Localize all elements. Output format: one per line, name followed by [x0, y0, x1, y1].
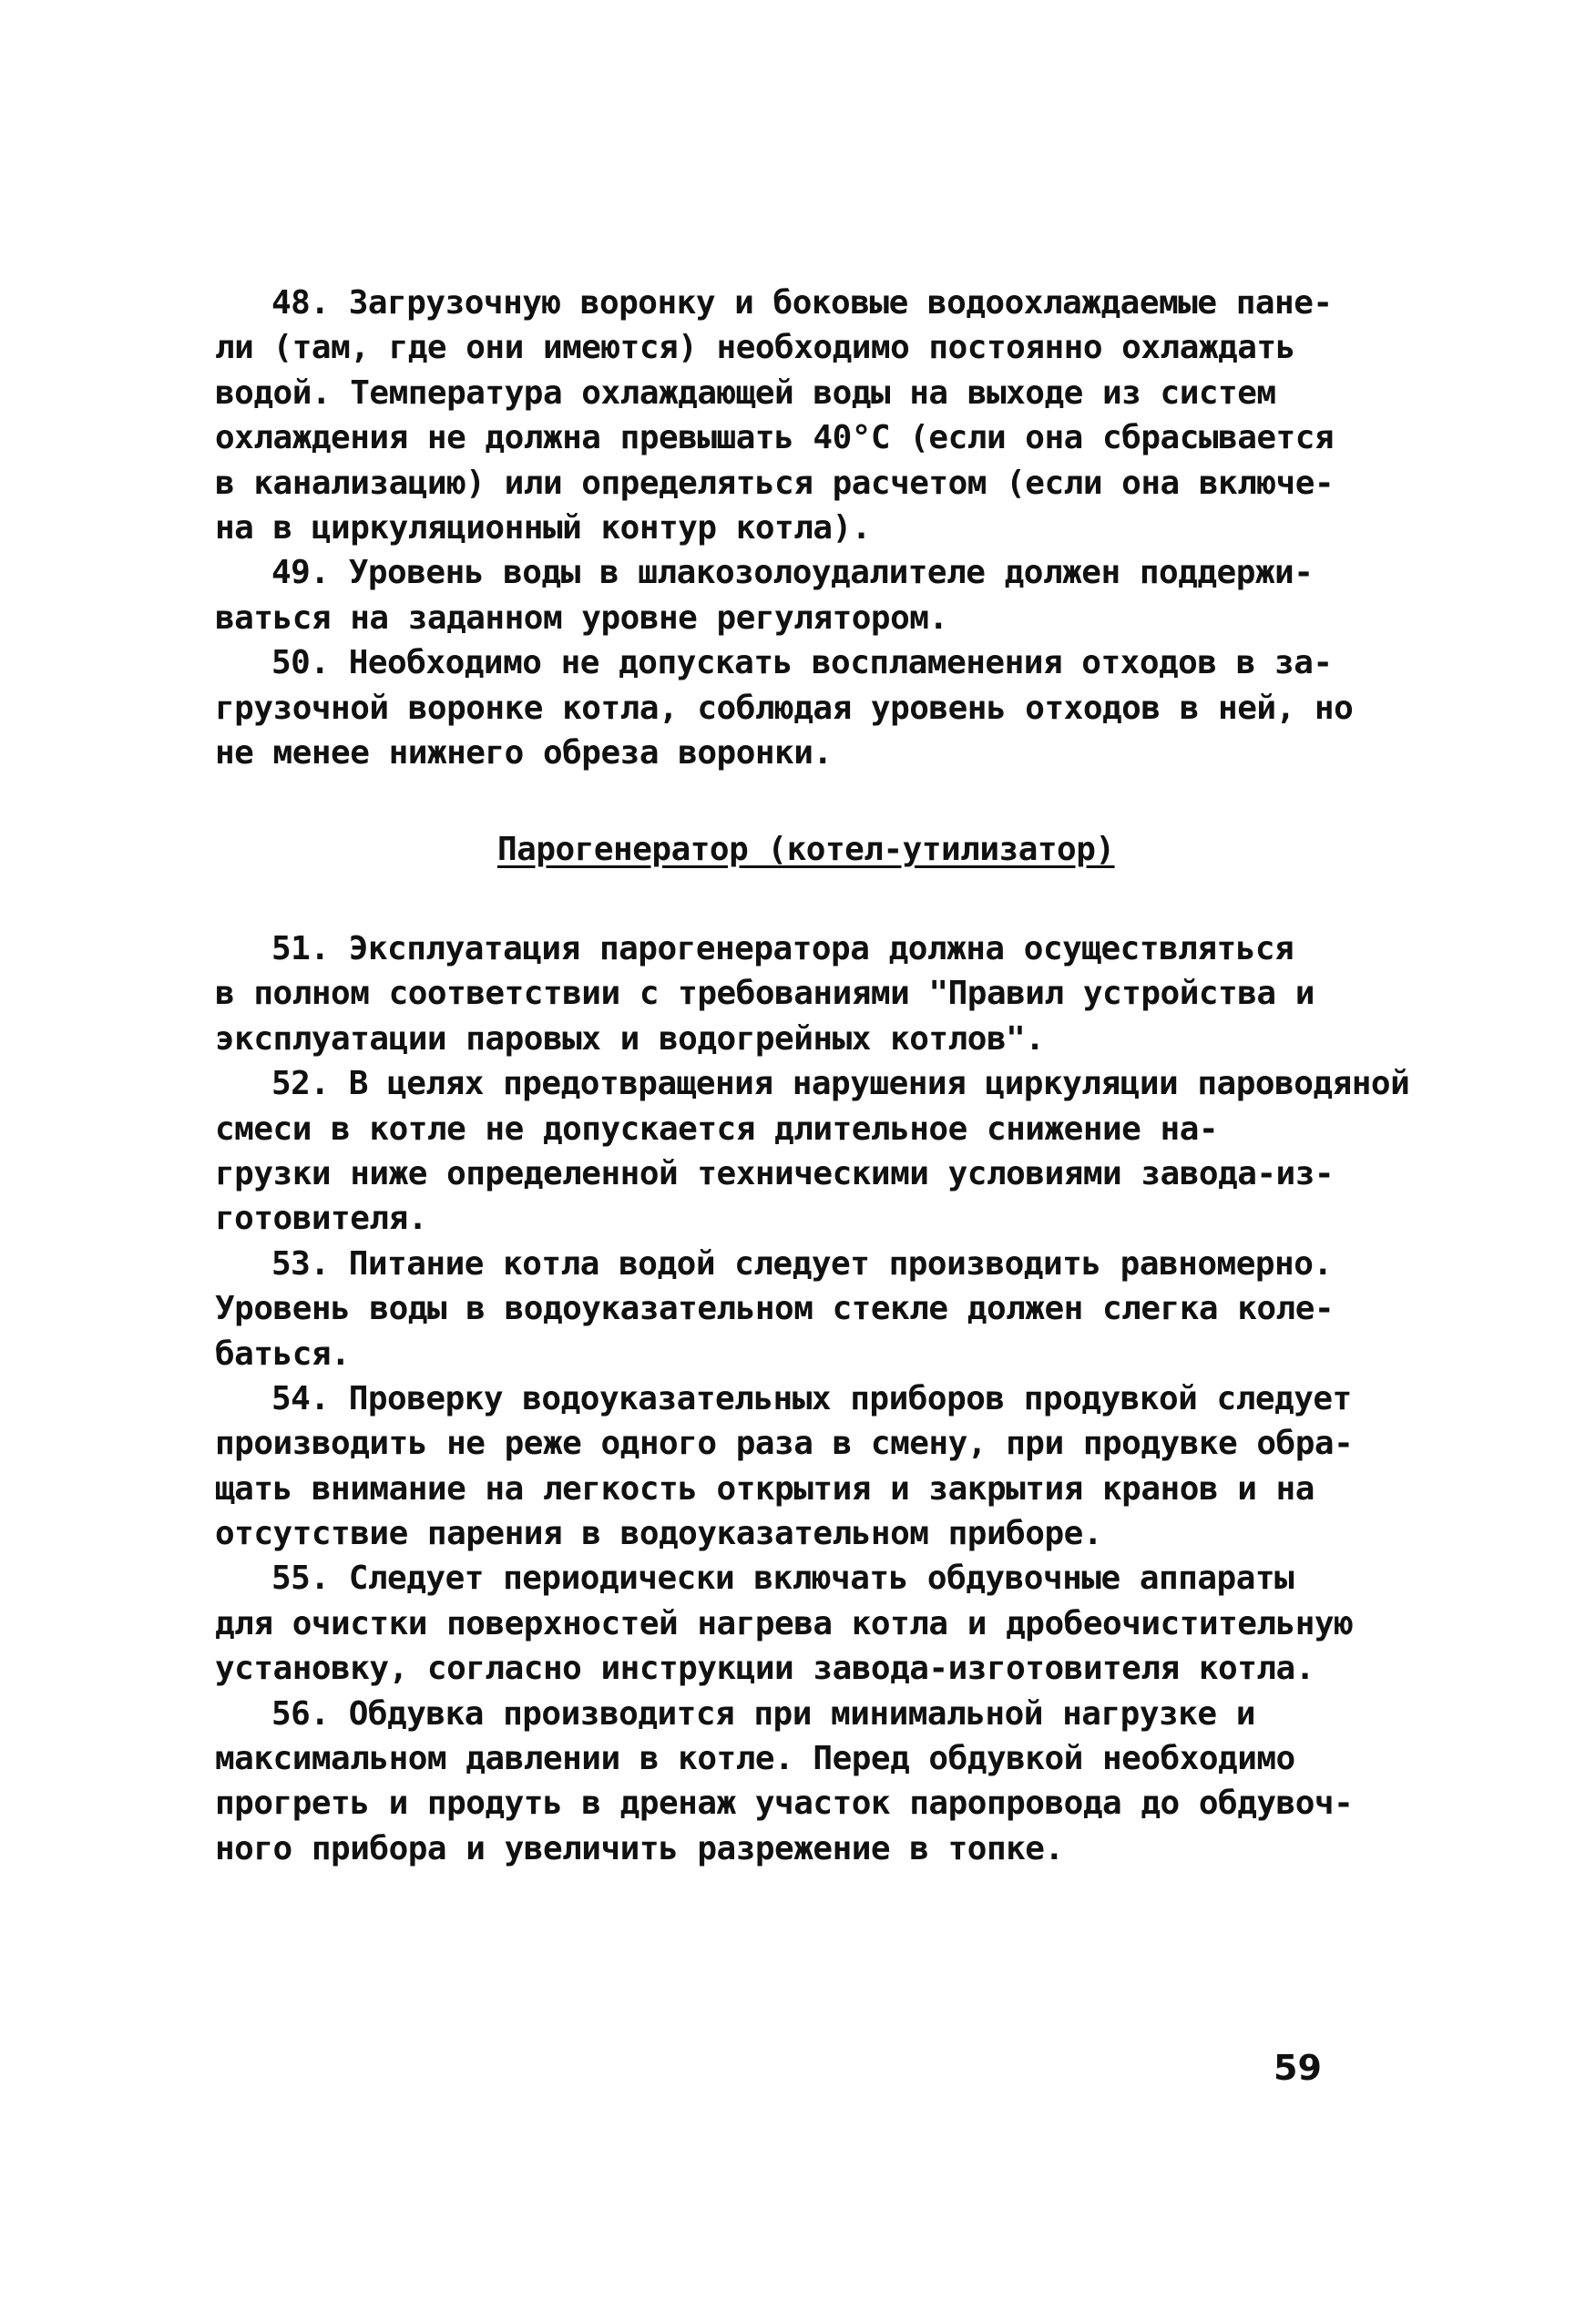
- paragraph-50-line-2: грузочной воронке котла, соблюдая уровень отходов в ней, но: [215, 689, 1354, 727]
- paragraph-52-line-1: 52. В целях предотвращения нарушения циркуляции пароводяной: [271, 1065, 1410, 1103]
- paragraph-55-line-3: установку, согласно инструкции завода-изготовителя котла.: [215, 1650, 1315, 1688]
- paragraph-50-line-3: не менее нижнего обреза воронки.: [215, 733, 833, 772]
- paragraph-48-line-2: ли (там, где они имеются) необходимо постоянно охлаждать: [215, 329, 1295, 367]
- paragraph-48-line-3: водой. Температура охлаждающей воды на выходе из систем: [215, 373, 1276, 412]
- paragraph-51-line-1: 51. Эксплуатация парогенератора должна осуществляться: [271, 930, 1294, 967]
- paragraph-51-line-2: в полном соответствии с требованиями "Правил устройства и: [215, 975, 1315, 1013]
- paragraph-55-line-2: для очистки поверхностей нагрева котла и дробеочистительную: [215, 1604, 1354, 1642]
- paragraph-56-line-2: максимальном давлении в котле. Перед обдувкой необходимо: [215, 1740, 1295, 1778]
- paragraph-53-line-2: Уровень воды в водоуказательном стекле должен слегка коле-: [215, 1290, 1335, 1328]
- paragraph-50-line-1: 50. Необходимо не допускать воспламенения отходов в за-: [271, 644, 1333, 682]
- paragraph-49-line-1: 49. Уровень воды в шлакозолоудалителе должен поддержи-: [271, 554, 1314, 592]
- paragraph-55-line-1: 55. Следует периодически включать обдувочные аппараты: [271, 1560, 1294, 1598]
- paragraph-48-line-6: на в циркуляционный контур котла).: [215, 508, 871, 547]
- paragraph-53-line-3: баться.: [215, 1335, 351, 1373]
- paragraph-56-line-3: прогреть и продуть в дренаж участок паропровода до обдувоч-: [215, 1785, 1354, 1823]
- paragraph-48-line-1: 48. Загрузочную воронку и боковые водоохлаждаемые пане-: [271, 284, 1333, 322]
- text-block-2: [215, 926, 1410, 1871]
- paragraph-48-line-5: в канализацию) или определяться расчетом (если она включе-: [215, 464, 1335, 502]
- paragraph-54-line-3: щать внимание на легкость открытия и закрытия кранов и на: [215, 1469, 1315, 1508]
- paragraph-54-line-4: отсутствие парения в водоуказательном приборе.: [215, 1515, 1102, 1553]
- paragraph-53-line-1: 53. Питание котла водой следует производить равномерно.: [271, 1244, 1333, 1283]
- paragraph-56-line-4: ного прибора и увеличить разрежение в топке.: [215, 1829, 1064, 1867]
- paragraph-51-line-3: эксплуатации паровых и водогрейных котлов".: [215, 1019, 1045, 1058]
- paragraph-48-line-4: охлаждения не должна превышать 40°С (если она сбрасывается: [215, 419, 1335, 457]
- paragraph-52-line-3: грузки ниже определенной техническими условиями завода-из-: [215, 1154, 1335, 1192]
- paragraph-54-line-1: 54. Проверку водоуказательных приборов продувкой следует: [271, 1379, 1352, 1417]
- paragraph-49-line-2: ваться на заданном уровне регулятором.: [215, 598, 948, 637]
- paragraph-52-line-2: смеси в котле не допускается длительное снижение на-: [215, 1110, 1219, 1148]
- section-heading: Парогенератор (котел-утилизатор): [497, 831, 1115, 868]
- paragraph-52-line-4: готовителя.: [215, 1200, 427, 1238]
- page-number: 59: [1274, 2048, 1322, 2088]
- text-block-1: [215, 281, 1354, 775]
- paragraph-56-line-1: 56. Обдувка производится при минимальной нагрузке и: [271, 1694, 1255, 1733]
- paragraph-54-line-2: производить не реже одного раза в смену, при продувке обра-: [215, 1425, 1354, 1463]
